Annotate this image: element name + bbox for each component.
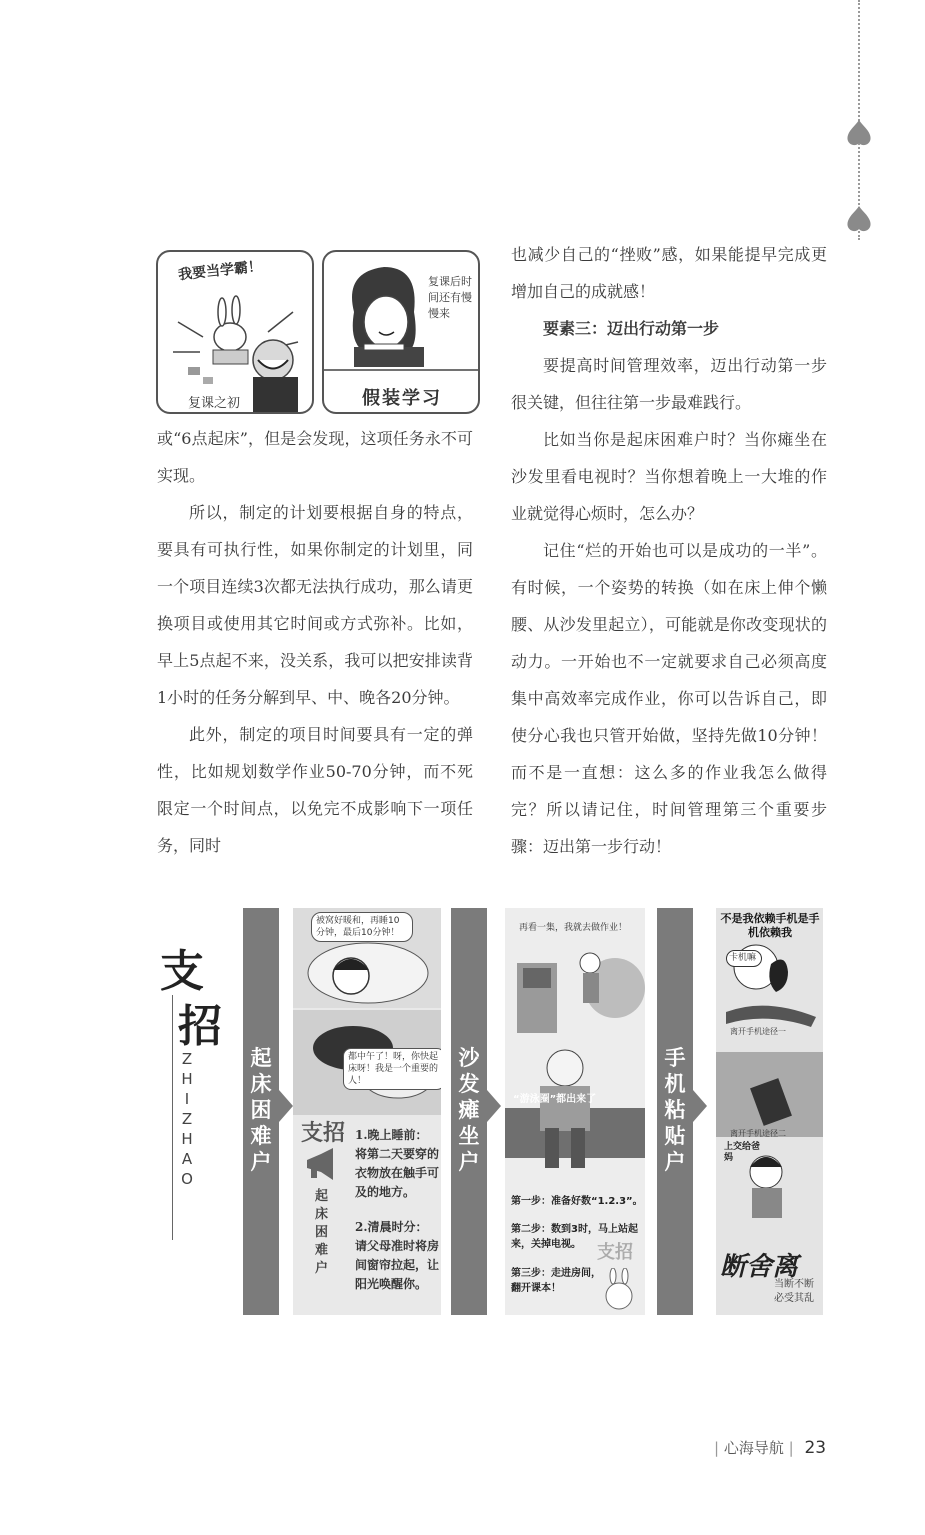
divider-line <box>172 995 173 1240</box>
paragraph: 此外，制定的项目时间要具有一定的弹性，比如规划数学作业50-70分钟，而不死限定一个时间点，以免完不成影响下一项任务，同时 <box>157 725 473 855</box>
way-label: 离开手机途径二 <box>730 1129 786 1138</box>
right-text-column <box>511 236 827 865</box>
section-heading: 要素三：迈出行动第一步 <box>543 319 720 338</box>
tip-panel-sofa <box>505 908 645 1315</box>
category-label: 沙发瘫坐户 <box>458 1046 480 1174</box>
paragraph: 比如当你是起床困难户时？当你瘫坐在沙发里看电视时？当你想着晚上一大堆的作业就觉得心烦时，怎么办？ <box>511 430 827 523</box>
paragraph: 或“6点起床”，但是会发现，这项任务永不可实现。 <box>157 429 473 485</box>
comic-caption: 假装学习 <box>362 388 442 409</box>
tip-panel-phone <box>716 908 823 1315</box>
tips-pinyin: ZHIZHAO <box>178 1050 196 1190</box>
paragraph: 也减少自己的“挫败”感，如果能提早完成更增加自己的成就感！ <box>511 245 827 301</box>
comic-before-school <box>156 250 314 414</box>
bunny-icon <box>601 1268 637 1310</box>
comic-thought-text: 复课后时间还有慢慢来 <box>428 275 472 320</box>
tip-text: 1.晚上睡前：将第二天要穿的衣物放在触手可及的地方。 <box>355 1128 440 1199</box>
motto-big: 断舍离 <box>720 1252 799 1282</box>
motto-small: 当断不断必受其乱 <box>774 1279 814 1304</box>
category-label: 手机粘贴户 <box>664 1046 686 1174</box>
band-arrow-icon <box>693 1090 707 1122</box>
tip-side-label: 起床困难户 <box>315 1189 329 1276</box>
page-footer <box>714 1437 826 1458</box>
tips-title-char: 支 <box>160 946 204 997</box>
step-text: 第一步：准备好数“1.2.3”。 <box>511 1196 643 1207</box>
speech-bubble: 卡机嘛 <box>726 950 762 967</box>
category-label: 起床困难户 <box>250 1046 272 1174</box>
overlay-text: “游泳圈”都出来了 <box>513 1094 597 1105</box>
tip-mark: 支招 <box>597 1242 633 1263</box>
panel-title: 不是我依赖手机是手机依赖我 <box>720 912 820 939</box>
handover-text: 上交给爸妈 <box>724 1142 761 1163</box>
megaphone-icon <box>303 1146 343 1182</box>
paragraph: 要提高时间管理效率，迈出行动第一步很关键，但往往第一步最难践行。 <box>511 356 827 412</box>
footer-divider: | <box>714 1439 720 1457</box>
cartoon-illustration <box>716 942 823 1242</box>
tips-title-char: 招 <box>178 1001 222 1052</box>
comic-caption: 复课之初 <box>188 396 241 411</box>
comic-pretend-study <box>322 250 480 414</box>
left-text-column <box>157 420 473 864</box>
way-label: 离开手机途径一 <box>730 1027 786 1036</box>
footer-divider: | <box>788 1439 794 1457</box>
paragraph: 记住“烂的开始也可以是成功的一半”。有时候，一个姿势的转换（如在床上伸个懒腰、从沙发里起立），可能就是你改变现状的动力。一开始也不一定就要求自己必须高度集中高效率完成作业，你可以告诉自己，即使分心我也只管开始做，坚持先做10分钟！而不是一直想：这么多的作业我怎么做得完？所以请记住，时间管理第三个重要步骤：迈出第一步行动！ <box>511 541 827 856</box>
speech-bubble: 被窝好暖和，再睡10分钟，最后10分钟！ <box>311 912 413 942</box>
step-text: 第三步：走进房间，翻开课本！ <box>511 1268 601 1294</box>
speech-bubble: 再看一集，我就去做作业！ <box>519 923 628 933</box>
tip-text: 2.清晨时分：请父母准时将房间窗帘拉起，让阳光唤醒你。 <box>355 1220 440 1291</box>
cartoon-illustration <box>505 908 645 1188</box>
band-arrow-icon <box>279 1090 293 1122</box>
heart-icon <box>845 204 873 232</box>
band-arrow-icon <box>487 1090 501 1122</box>
tip-panel-getting-up <box>293 908 441 1315</box>
magazine-name: 心海导航 <box>723 1439 784 1457</box>
paragraph: 所以，制定的计划要根据自身的特点，要具有可执行性，如果你制定的计划里，同一个项目连续3次都无法执行成功，那么请更换项目或使用其它时间或方式弥补。比如，早上5点起不来，没关系，我可以把安排读背1小时的任务分解到早、中、晚各20分钟。 <box>157 503 473 707</box>
comic-bubble-text: 我要当学霸！ <box>177 258 263 284</box>
step-text: 第二步：数到3时，马上站起来，关掉电视。 <box>511 1224 638 1250</box>
page-number: 23 <box>804 1438 827 1458</box>
speech-bubble: 都中午了！呀，你快起床呀！我是一个重要的人！ <box>343 1048 441 1090</box>
heart-icon <box>845 118 873 146</box>
tip-mark: 支招 <box>301 1120 346 1146</box>
